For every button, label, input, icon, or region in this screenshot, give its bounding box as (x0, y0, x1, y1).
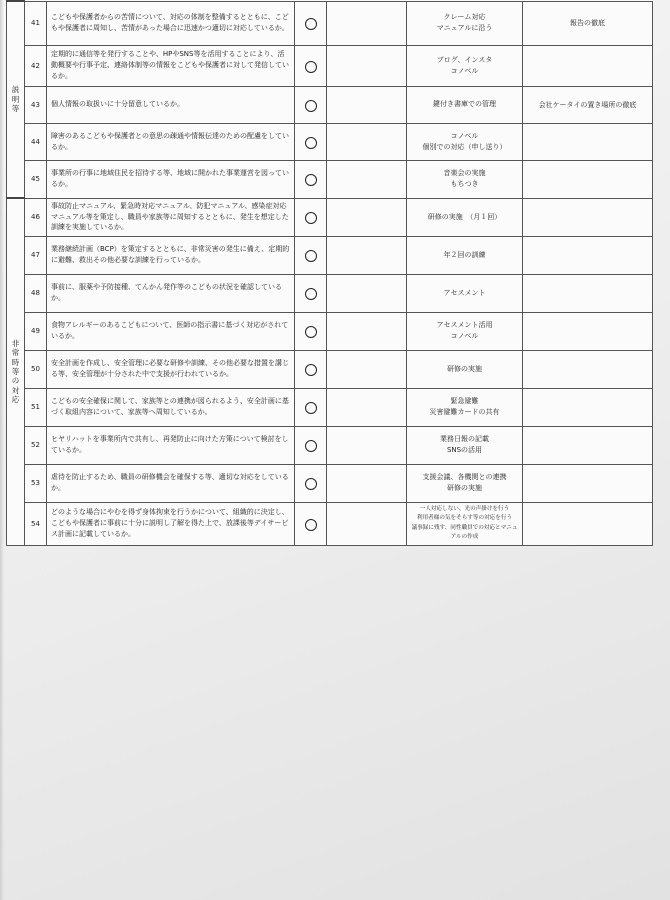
method-cell (407, 426, 523, 464)
method-cell (407, 236, 523, 274)
table-row (7, 45, 653, 86)
note-cell (523, 426, 653, 464)
item-number: 50 (25, 350, 47, 388)
method-line: コノベル (450, 332, 479, 340)
item-number: 53 (25, 464, 47, 502)
item-number: 45 (25, 160, 47, 198)
item-question: 業務継続計画（BCP）を策定するとともに、非常災害の発生に備え、定期的に避難、救出その他必要な訓練を行っているか。 (47, 236, 295, 274)
category-cell (7, 198, 25, 545)
method-line: コノベル (450, 66, 479, 75)
self-evaluation-table (6, 0, 653, 546)
page-edge-shadow (0, 0, 4, 900)
note-cell: 報告の徹底 (523, 1, 653, 45)
note-cell (523, 123, 653, 160)
circle-mark-icon (305, 100, 317, 112)
item-number: 51 (25, 388, 47, 426)
item-question: どのような場合にやむを得ず身体拘束を行うかについて、組織的に決定し、こどもや保護者に事前に十分に説明し了解を得た上で、放課後等デイサービス計画に記載しているか。 (47, 502, 295, 545)
empty-cell (327, 86, 407, 123)
method-line: 個別での対応（申し送り） (422, 142, 507, 151)
check-cell[interactable] (295, 502, 327, 545)
table-body (7, 1, 653, 545)
item-question: 食物アレルギーのあるこどもについて、医師の指示書に基づく対応がされているか。 (47, 312, 295, 350)
method-line: 音楽会の実施 (443, 169, 486, 178)
method-cell (407, 350, 523, 388)
check-cell[interactable] (295, 426, 327, 464)
table-row (7, 388, 653, 426)
check-cell[interactable] (295, 274, 327, 312)
item-question: 個人情報の取扱いに十分留意しているか。 (47, 86, 295, 123)
method-cell (407, 160, 523, 198)
item-question: 事故防止マニュアル、緊急時対応マニュアル、防犯マニュアル、感染症対応マニュアル等を策定し、職員や家族等に周知するとともに、発生を想定した訓練を実施しているか。 (47, 198, 295, 236)
method-line: 一人対応しない、光の声掛けを行う (419, 505, 510, 512)
note-cell (523, 198, 653, 236)
table-row (7, 1, 653, 45)
method-cell (407, 388, 523, 426)
empty-cell (327, 198, 407, 236)
table-row (7, 274, 653, 312)
note-cell: 会社ケータイの置き場所の徹底 (523, 86, 653, 123)
table-row (7, 350, 653, 388)
method-cell (407, 86, 523, 123)
table-row (7, 312, 653, 350)
check-cell[interactable] (295, 1, 327, 45)
item-number: 44 (25, 123, 47, 160)
category-label: 説明等 (11, 85, 20, 114)
method-cell (407, 123, 523, 160)
circle-mark-icon (305, 212, 317, 224)
method-line: SNSの活用 (446, 446, 483, 454)
empty-cell (327, 236, 407, 274)
method-cell (407, 45, 523, 86)
note-cell (523, 312, 653, 350)
circle-mark-icon (305, 18, 317, 30)
circle-mark-icon (305, 478, 317, 490)
method-line: 災害避難カードの共有 (429, 408, 500, 416)
table-row (7, 86, 653, 123)
note-cell (523, 160, 653, 198)
check-cell[interactable] (295, 236, 327, 274)
empty-cell (327, 502, 407, 545)
empty-cell (327, 350, 407, 388)
circle-mark-icon (305, 250, 317, 262)
method-line: アセスメント (443, 288, 486, 297)
item-question: ヒヤリハットを事業所内で共有し、再発防止に向けた方策について検討をしているか。 (47, 426, 295, 464)
check-cell[interactable] (295, 350, 327, 388)
check-cell[interactable] (295, 45, 327, 86)
table-row (7, 198, 653, 236)
table-row (7, 160, 653, 198)
table-row (7, 464, 653, 502)
item-number: 42 (25, 45, 47, 86)
method-line: アセスメント活用 (436, 321, 493, 330)
empty-cell (327, 123, 407, 160)
method-line: 年２回の訓練 (443, 250, 486, 259)
category-cell (7, 1, 25, 198)
method-line: 鍵付き書庫での管理 (433, 100, 496, 109)
item-question: 定期的に通信等を発行することや、HPやSNS等を活用することにより、活動概要や行事予定、連絡体制等の情報をこどもや保護者に対して発信しているか。 (47, 45, 295, 86)
method-line: 支援会議、各機関との連携 (422, 473, 507, 482)
note-cell (523, 464, 653, 502)
empty-cell (327, 160, 407, 198)
document-sheet (6, 0, 653, 546)
check-cell[interactable] (295, 198, 327, 236)
item-number: 47 (25, 236, 47, 274)
check-cell[interactable] (295, 123, 327, 160)
item-question: 安全計画を作成し、安全管理に必要な研修や訓練、その他必要な措置を講じる等、安全管理が十分された中で支援が行われているか。 (47, 350, 295, 388)
item-question: 事前に、服薬や予防接種、てんかん発作等のこどもの状況を確認しているか。 (47, 274, 295, 312)
circle-mark-icon (305, 364, 317, 376)
empty-cell (327, 464, 407, 502)
item-number: 54 (25, 502, 47, 545)
note-cell (523, 502, 653, 545)
item-number: 49 (25, 312, 47, 350)
note-cell (523, 45, 653, 86)
circle-mark-icon (305, 61, 317, 73)
table-row (7, 426, 653, 464)
method-line: クレーム対応 (443, 13, 486, 22)
method-cell (407, 1, 523, 45)
method-line: マニュアルに沿う (436, 24, 493, 32)
method-line: 利用者様の気をそらす等の対応を行う (416, 515, 513, 521)
method-cell (407, 198, 523, 236)
method-line: もちつき (450, 180, 479, 188)
method-line: コノベル (450, 131, 479, 140)
circle-mark-icon (305, 137, 317, 149)
table-row (7, 502, 653, 545)
note-cell (523, 388, 653, 426)
table-row (7, 236, 653, 274)
method-line: 研修の実施 （月１回） (427, 212, 502, 221)
circle-mark-icon (305, 440, 317, 452)
item-question: こどもや保護者からの苦情について、対応の体制を整備するとともに、こどもや保護者に周知し、苦情があった場合に迅速かつ適切に対応しているか。 (47, 1, 295, 45)
check-cell[interactable] (295, 160, 327, 198)
method-cell (407, 274, 523, 312)
circle-mark-icon (305, 402, 317, 414)
method-line: ブログ、インスタ (436, 55, 493, 64)
category-label: 非常時等の対応 (11, 338, 20, 405)
item-number: 41 (25, 1, 47, 45)
note-cell (523, 236, 653, 274)
check-cell[interactable] (295, 388, 327, 426)
check-cell[interactable] (295, 86, 327, 123)
item-question: こどもの安全確保に関して、家族等との連携が図られるよう、安全計画に基づく取組内容について、家族等へ周知しているか。 (47, 388, 295, 426)
method-cell (407, 312, 523, 350)
method-line: 研修の実施 (447, 484, 482, 492)
empty-cell (327, 1, 407, 45)
empty-cell (327, 274, 407, 312)
item-question: 障害のあるこどもや保護者との意思の疎通や情報伝達のための配慮をしているか。 (47, 123, 295, 160)
method-cell (407, 464, 523, 502)
method-line: 議事録に残す、同性職員での対応とマニュアルの作成 (411, 524, 518, 540)
empty-cell (327, 426, 407, 464)
method-line: 緊急避難 (450, 397, 479, 406)
circle-mark-icon (305, 519, 317, 531)
circle-mark-icon (305, 326, 317, 338)
item-number: 48 (25, 274, 47, 312)
item-number: 52 (25, 426, 47, 464)
table-row (7, 123, 653, 160)
item-number: 43 (25, 86, 47, 123)
note-cell (523, 274, 653, 312)
empty-cell (327, 388, 407, 426)
item-question: 事業所の行事に地域住民を招待する等、地域に開かれた事業運営を図っているか。 (47, 160, 295, 198)
note-cell (523, 350, 653, 388)
item-question: 虐待を防止するため、職員の研修機会を確保する等、適切な対応をしているか。 (47, 464, 295, 502)
method-line: 業務日報の記載 (440, 435, 489, 444)
item-number: 46 (25, 198, 47, 236)
empty-cell (327, 45, 407, 86)
empty-cell (327, 312, 407, 350)
method-cell (407, 502, 523, 545)
check-cell[interactable] (295, 312, 327, 350)
circle-mark-icon (305, 288, 317, 300)
method-line: 研修の実施 (447, 364, 482, 373)
circle-mark-icon (305, 174, 317, 186)
check-cell[interactable] (295, 464, 327, 502)
